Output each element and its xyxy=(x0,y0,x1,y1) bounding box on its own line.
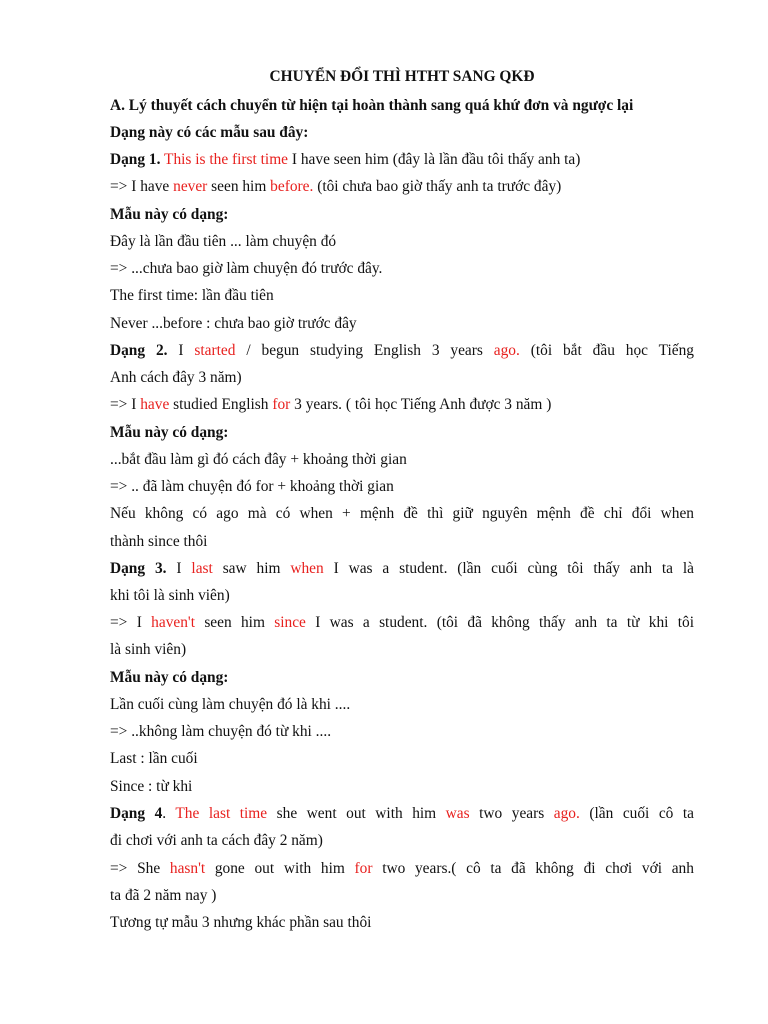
dang4-sentence2-cont: ta đã 2 năm nay ) xyxy=(110,887,217,904)
dang4-sentence2 xyxy=(110,860,694,878)
sentence-text: 3 years. ( tôi học Tiếng Anh được 3 năm ) xyxy=(294,396,552,413)
dang2-sentence1 xyxy=(110,342,694,360)
highlight-word: never xyxy=(173,178,208,195)
sentence-text: she went out with him xyxy=(276,805,437,822)
dang1-sentence1 xyxy=(110,151,694,169)
highlight-phrase: The last time xyxy=(175,805,268,822)
sentence-text: She xyxy=(137,860,161,877)
sentence-text: seen him xyxy=(211,178,267,195)
highlight-word: haven't xyxy=(151,614,195,631)
arrow-symbol: => xyxy=(110,178,128,195)
dang2-sentence1-cont: Anh cách đây 3 năm) xyxy=(110,369,242,386)
highlight-word: since xyxy=(274,614,306,631)
dang1-label: Dạng 1. xyxy=(110,151,161,168)
sentence-text: two years.( cô ta đã không đi chơi với anh xyxy=(382,860,694,877)
pattern-note: Nếu không có ago mà có when + mệnh đề thì giữ nguyên mệnh đề chỉ đổi when xyxy=(110,505,694,522)
arrow-symbol: => xyxy=(110,396,128,413)
highlight-phrase: This is the first time xyxy=(164,151,289,168)
pattern-heading: Mẫu này có dạng: xyxy=(110,206,229,223)
pattern-line: ...bắt đầu làm gì đó cách đây + khoảng thời gian xyxy=(110,451,407,468)
arrow-symbol: => xyxy=(110,614,128,631)
pattern-heading: Mẫu này có dạng: xyxy=(110,669,229,686)
dang3-sentence1-cont: khi tôi là sinh viên) xyxy=(110,587,230,604)
pattern-line: Since : từ khi xyxy=(110,778,193,795)
highlight-word: when xyxy=(290,560,324,577)
highlight-word: started xyxy=(194,342,236,359)
dang4-sentence1 xyxy=(110,805,694,823)
page-title: CHUYỂN ĐỔI THÌ HTHT SANG QKĐ xyxy=(269,68,535,85)
sentence-text: I xyxy=(178,342,184,359)
sentence-text: I xyxy=(136,614,142,631)
sentence-text: I have xyxy=(131,178,170,195)
sentence-text: I xyxy=(131,396,137,413)
pattern-note-cont: thành since thôi xyxy=(110,533,208,550)
dang3-sentence2 xyxy=(110,614,694,632)
dang4-sentence1-cont: đi chơi với anh ta cách đây 2 năm) xyxy=(110,832,323,849)
closing-note: Tương tự mẫu 3 nhưng khác phần sau thôi xyxy=(110,914,372,931)
arrow-symbol: => xyxy=(110,860,128,877)
highlight-word: hasn't xyxy=(169,860,206,877)
highlight-word: for xyxy=(354,860,373,877)
dang2-label: Dạng 2. xyxy=(110,342,168,359)
sentence-text: two years xyxy=(479,805,545,822)
pattern-line: Never ...before : chưa bao giờ trước đây xyxy=(110,315,357,332)
dang3-label: Dạng 3. xyxy=(110,560,167,577)
highlight-word: for xyxy=(272,396,291,413)
intro-text: Dạng này có các mẫu sau đây: xyxy=(110,124,309,141)
sentence-text: studied English xyxy=(173,396,269,413)
highlight-word: ago. xyxy=(493,342,520,359)
pattern-line: Đây là lần đầu tiên ... làm chuyện đó xyxy=(110,233,337,250)
sentence-text: I have seen him (đây là lần đầu tôi thấy anh ta) xyxy=(291,151,581,168)
highlight-word: before. xyxy=(270,178,314,195)
sentence-text: (tôi bắt đầu học Tiếng xyxy=(530,342,694,359)
dang4-label: Dạng 4 xyxy=(110,805,163,822)
pattern-line: The first time: lần đầu tiên xyxy=(110,287,274,304)
pattern-heading: Mẫu này có dạng: xyxy=(110,424,229,441)
section-a-heading: A. Lý thuyết cách chuyển từ hiện tại hoàn thành sang quá khứ đơn và ngược lại xyxy=(110,97,634,114)
sentence-text: I xyxy=(176,560,182,577)
pattern-line: => ...chưa bao giờ làm chuyện đó trước đây. xyxy=(110,260,383,277)
sentence-text: / begun studying English 3 years xyxy=(246,342,483,359)
pattern-line: => ..không làm chuyện đó từ khi .... xyxy=(110,723,332,740)
sentence-text: (tôi chưa bao giờ thấy anh ta trước đây) xyxy=(317,178,562,195)
dang2-sentence2 xyxy=(110,396,694,414)
highlight-word: have xyxy=(140,396,170,413)
highlight-word: last xyxy=(191,560,213,577)
pattern-line: Lần cuối cùng làm chuyện đó là khi .... xyxy=(110,696,351,713)
dang3-sentence1 xyxy=(110,560,694,578)
sentence-text: saw him xyxy=(222,560,281,577)
sentence-text: I was a student. (lần cuối cùng tôi thấy anh ta là xyxy=(333,560,694,577)
dang1-sentence2 xyxy=(110,178,694,196)
pattern-line: => .. đã làm chuyện đó for + khoảng thời gian xyxy=(110,478,394,495)
sentence-text: (lần cuối cô ta xyxy=(589,805,695,822)
sentence-text: I was a student. (tôi đã không thấy anh ta từ khi tôi xyxy=(315,614,694,631)
dang3-sentence2-cont: là sinh viên) xyxy=(110,641,187,658)
sentence-text: . xyxy=(162,805,167,822)
sentence-text: gone out with him xyxy=(214,860,345,877)
highlight-word: was xyxy=(445,805,470,822)
sentence-text: seen him xyxy=(204,614,265,631)
pattern-line: Last : lần cuối xyxy=(110,750,198,767)
highlight-word: ago. xyxy=(553,805,580,822)
